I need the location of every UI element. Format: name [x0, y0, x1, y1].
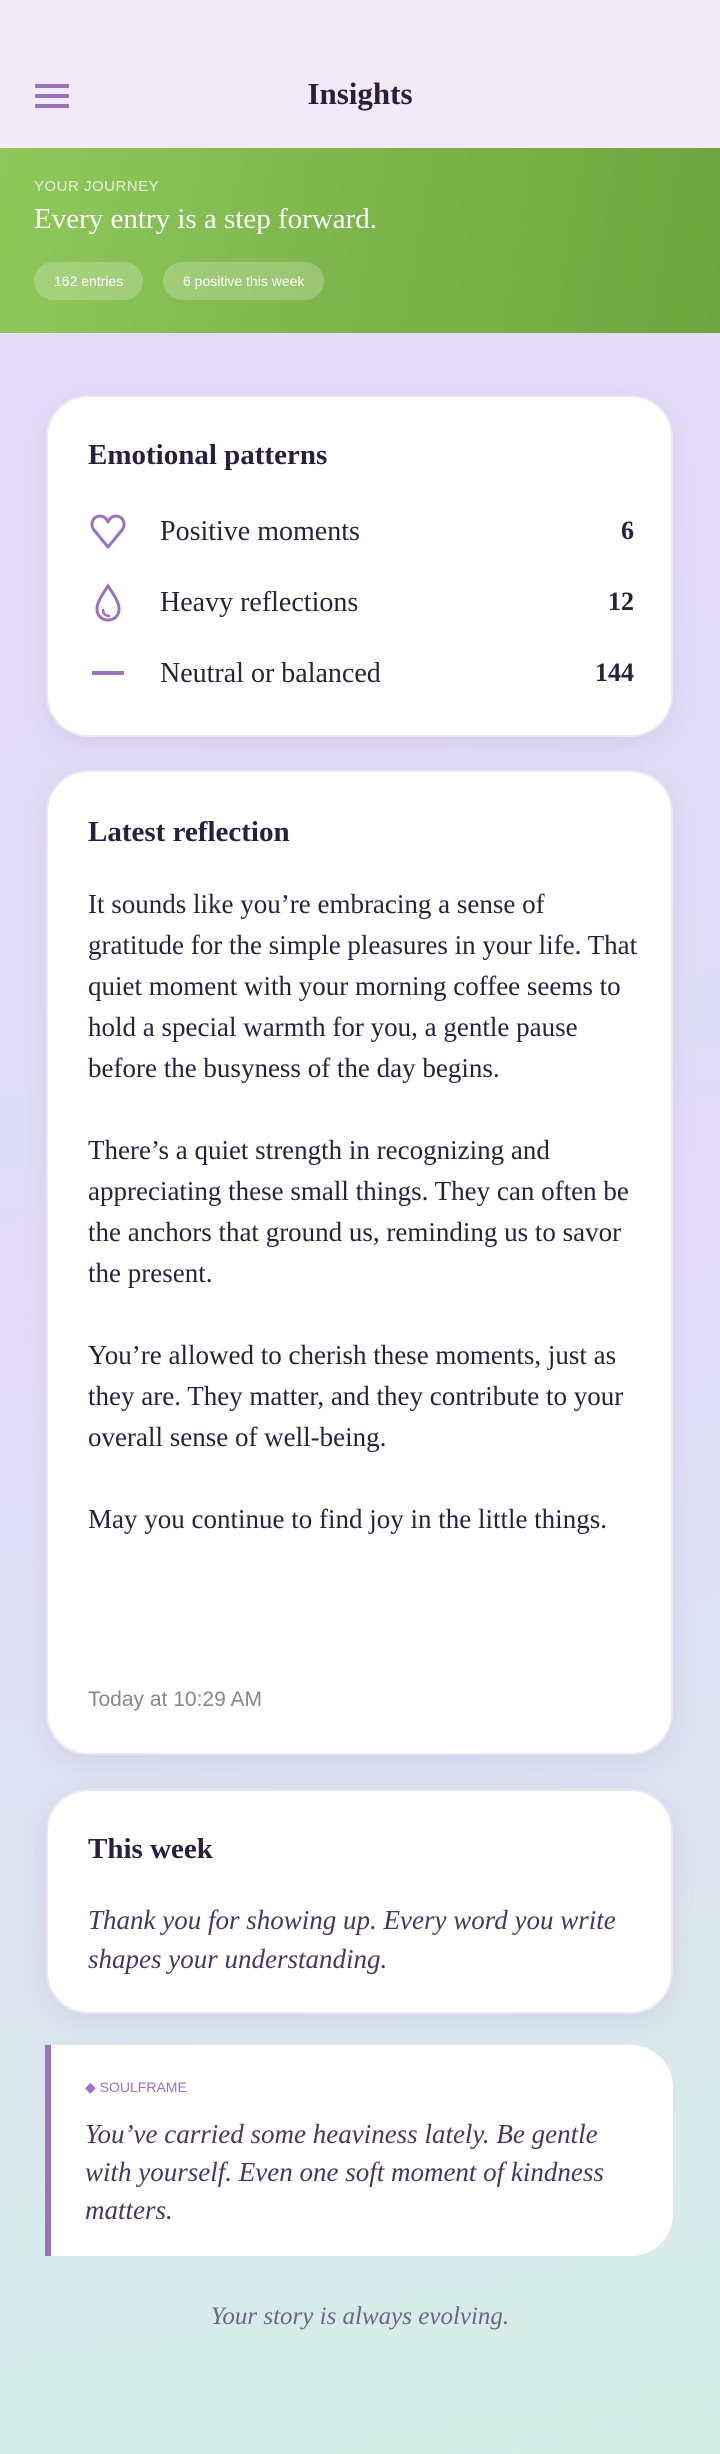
reflection-paragraph: May you continue to find joy in the little things. [88, 1504, 607, 1534]
reflection-paragraph: It sounds like you’re embracing a sense of gratitude for the simple pleasures in your life. That quiet moment with your morning coffee seems to hold a special warmth for you, a gentle pause before the busyness of the day begins. [88, 889, 638, 1083]
card-title: This week [88, 1833, 213, 1865]
journey-banner [0, 148, 720, 333]
banner-eyebrow: YOUR JOURNEY [34, 178, 160, 195]
app-header [0, 0, 720, 148]
pattern-label: Neutral or balanced [160, 658, 381, 689]
dash-icon [88, 654, 128, 694]
this-week-card [46, 1789, 673, 2014]
brand-label: ◆ SOULFRAME [85, 2079, 187, 2095]
banner-headline: Every entry is a step forward. [34, 203, 378, 235]
emotional-patterns-card [46, 395, 673, 737]
reflection-timestamp: Today at 10:29 AM [88, 1688, 262, 1711]
pattern-row-neutral [88, 652, 634, 696]
pattern-row-heavy [88, 581, 634, 625]
reflection-body [88, 884, 638, 1540]
reflection-paragraph: There’s a quiet strength in recognizing and appreciating these small things. They can often be the anchors that ground us, reminding us to savor the present. [88, 1135, 629, 1288]
footer-tagline: Your story is always evolving. [210, 2303, 510, 2330]
latest-reflection-card [46, 770, 673, 1755]
page-title: Insights [307, 76, 413, 111]
pattern-count: 6 [621, 516, 634, 545]
soulframe-quote-card [45, 2045, 673, 2256]
positive-chip: 6 positive this week [163, 262, 324, 300]
pattern-label: Heavy reflections [160, 587, 359, 618]
pattern-count: 144 [595, 658, 634, 687]
drop-icon [88, 583, 128, 623]
quote-message: You’ve carried some heaviness lately. Be gentle with yourself. Even one soft moment of kindness matters. [85, 2119, 604, 2225]
pattern-label: Positive moments [160, 516, 360, 547]
week-message: Thank you for showing up. Every word you write shapes your understanding. [88, 1905, 616, 1974]
heart-icon [88, 512, 128, 552]
reflection-paragraph: You’re allowed to cherish these moments, just as they are. They matter, and they contribute to your overall sense of well-being. [88, 1340, 624, 1452]
entries-chip: 162 entries [34, 262, 143, 300]
pattern-count: 12 [608, 587, 634, 616]
card-title: Latest reflection [88, 816, 290, 848]
pattern-row-positive [88, 510, 634, 554]
card-title: Emotional patterns [88, 439, 328, 471]
